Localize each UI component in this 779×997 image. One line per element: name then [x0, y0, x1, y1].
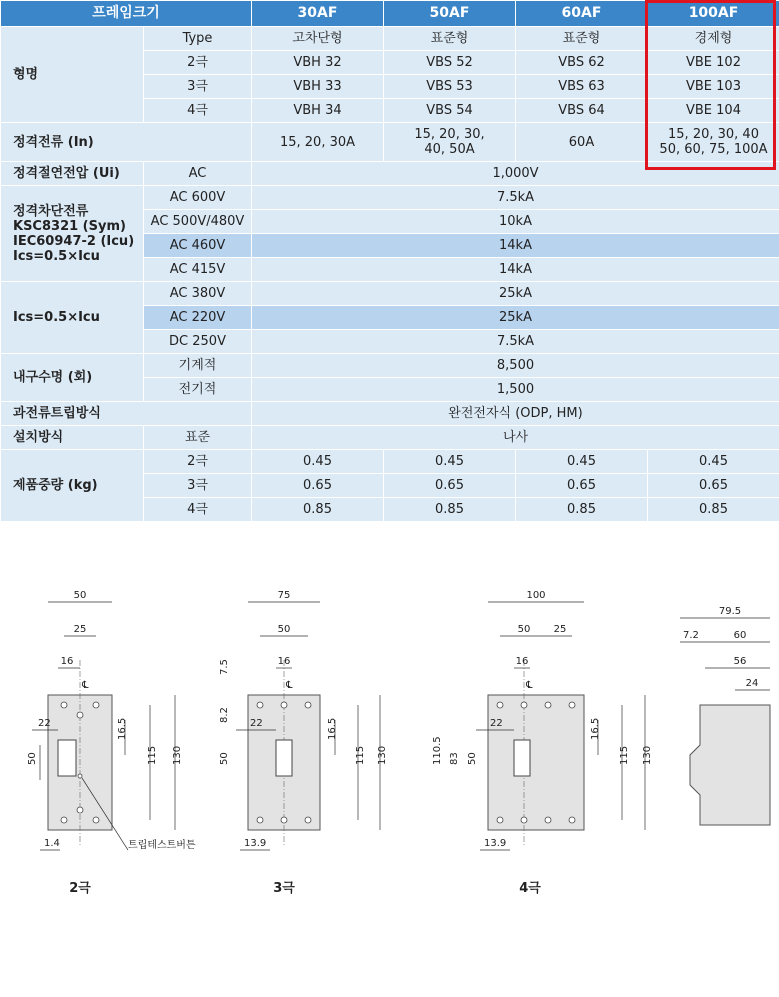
- dim-h4: 130: [172, 745, 183, 765]
- dim-width: 100: [526, 590, 546, 601]
- ics-sub: DC 250V: [144, 330, 252, 354]
- rated-current-line: 15, 20, 30A: [279, 134, 356, 150]
- endurance-label: 내구수명 (회): [1, 354, 144, 402]
- drawing-4pole: [432, 590, 653, 896]
- dim-h2: 16.5: [327, 717, 338, 740]
- pole2-label: 2극: [144, 51, 252, 75]
- insulation-row: [1, 162, 779, 186]
- weight-value: 0.85: [252, 498, 384, 522]
- weight-value: 0.65: [516, 474, 648, 498]
- screw: [521, 702, 527, 708]
- col-100af: 100AF: [648, 1, 779, 27]
- screw: [305, 817, 311, 823]
- drawing-side-view: [680, 606, 770, 825]
- rated-current-line: 15, 20, 30, 40: [668, 127, 759, 142]
- dim-h0: 110.5: [432, 736, 443, 765]
- model-value: VBS 62: [516, 51, 648, 75]
- model-value: VBS 53: [384, 75, 516, 99]
- pole4-label: 4극: [144, 99, 252, 123]
- type-label: Type: [144, 27, 252, 51]
- type-row: [1, 27, 779, 51]
- weight-value: 0.85: [516, 498, 648, 522]
- screw: [545, 817, 551, 823]
- dim-offset1: 8.2: [219, 707, 230, 723]
- insulation-label: 정격절연전압 (Ui): [1, 162, 144, 186]
- install-value: 나사: [252, 426, 779, 450]
- frame-size-header: 프레임크기: [1, 1, 252, 27]
- model-value: VBS 54: [384, 99, 516, 123]
- weight-sub: 4극: [144, 498, 252, 522]
- dimension-drawings: [0, 560, 779, 920]
- model-value: VBS 63: [516, 75, 648, 99]
- screw: [257, 702, 263, 708]
- breaking-sub: AC 500V/480V: [144, 210, 252, 234]
- weight-value: 0.65: [252, 474, 384, 498]
- insulation-sub: AC: [144, 162, 252, 186]
- dim-h2: 16.5: [590, 717, 601, 740]
- screw: [305, 702, 311, 708]
- weight-value: 0.65: [648, 474, 779, 498]
- dim-side-depth: 79.5: [718, 606, 742, 617]
- dim-h2: 16.5: [117, 717, 128, 740]
- install-sub: 표준: [144, 426, 252, 450]
- install-label: 설치방식: [1, 426, 144, 450]
- rated-current-value: [384, 123, 516, 162]
- rated-current-line: 60A: [568, 134, 595, 150]
- breaking-label: [1, 186, 144, 282]
- trip-row: [1, 402, 779, 426]
- model-label: 형명: [1, 27, 144, 123]
- dim-width3: 25: [553, 624, 567, 635]
- center-mark: ℄: [82, 680, 89, 691]
- screw: [569, 702, 575, 708]
- col-50af: 50AF: [384, 1, 516, 27]
- type-value: 표준형: [384, 27, 516, 51]
- weight-value: 0.45: [252, 450, 384, 474]
- dim-h4: 130: [642, 745, 653, 765]
- dim-h1: 50: [27, 752, 38, 765]
- weight-label: 제품중량 (kg): [1, 450, 144, 522]
- model-value: VBS 52: [384, 51, 516, 75]
- center-mark: ℄: [286, 680, 293, 691]
- dim-h5: 83: [449, 752, 460, 765]
- screw: [61, 817, 67, 823]
- screw: [93, 817, 99, 823]
- rated-current-line: 15, 20, 30,: [414, 127, 485, 142]
- model-value: VBS 64: [516, 99, 648, 123]
- dim-width: 75: [277, 590, 291, 601]
- dim-offset: 22: [250, 718, 263, 729]
- weight-value: 0.65: [384, 474, 516, 498]
- caption-3pole: 3극: [273, 881, 295, 896]
- model-value: VBE 104: [648, 99, 779, 123]
- weight-sub: 3극: [144, 474, 252, 498]
- ics-value: 25kA: [252, 282, 779, 306]
- handle: [514, 740, 530, 776]
- center-mark: ℄: [526, 680, 533, 691]
- ics-row: [1, 282, 779, 306]
- weight-value: 0.45: [648, 450, 779, 474]
- screw: [93, 702, 99, 708]
- insulation-value: 1,000V: [252, 162, 779, 186]
- breaking-value: 7.5kA: [252, 186, 779, 210]
- screw: [521, 817, 527, 823]
- ics-label: Ics=0.5×Icu: [1, 282, 144, 354]
- dim-side-d3: 60: [733, 630, 747, 641]
- rated-current-row: [1, 123, 779, 162]
- model-value: VBE 103: [648, 75, 779, 99]
- weight-value: 0.45: [516, 450, 648, 474]
- rated-current-value: [648, 123, 779, 162]
- breaking-sub: AC 415V: [144, 258, 252, 282]
- screw: [257, 817, 263, 823]
- breaking-label-line: IEC60947-2 (Icu): [13, 233, 135, 249]
- col-60af: 60AF: [516, 1, 648, 27]
- endurance-sub: 기계적: [144, 354, 252, 378]
- screw: [545, 702, 551, 708]
- weight-row: [1, 450, 779, 474]
- dim-h4: 130: [377, 745, 388, 765]
- breaker-body-4pole: [488, 695, 584, 830]
- breaking-label-line: KSC8321 (Sym): [13, 218, 126, 234]
- rated-current-value: [516, 123, 648, 162]
- screw: [569, 817, 575, 823]
- type-value: 고차단형: [252, 27, 384, 51]
- caption-4pole: 4극: [519, 881, 541, 896]
- ics-value: 25kA: [252, 306, 779, 330]
- screw: [77, 807, 83, 813]
- weight-value: 0.85: [384, 498, 516, 522]
- type-value: 표준형: [516, 27, 648, 51]
- trip-test-label: 트립테스트버튼: [128, 840, 196, 851]
- dim-width4: 16: [515, 656, 529, 667]
- dim-width3: 16: [60, 656, 74, 667]
- dim-top: 7.5: [219, 659, 230, 675]
- handle: [58, 740, 76, 776]
- endurance-row: [1, 354, 779, 378]
- breaker-side-body: [690, 705, 770, 825]
- rated-current-value: [252, 123, 384, 162]
- dim-h3: 115: [619, 745, 630, 765]
- install-row: [1, 426, 779, 450]
- type-value: 경제형: [648, 27, 779, 51]
- breaking-row: [1, 186, 779, 210]
- breaking-label-line: 정격차단전류: [13, 203, 89, 219]
- ics-sub: AC 380V: [144, 282, 252, 306]
- endurance-sub: 전기적: [144, 378, 252, 402]
- screw: [281, 702, 287, 708]
- ics-value: 7.5kA: [252, 330, 779, 354]
- rated-current-label: 정격전류 (In): [1, 123, 252, 162]
- screw: [497, 817, 503, 823]
- dim-offset: 22: [490, 718, 503, 729]
- dim-bottom: 13.9: [484, 838, 507, 849]
- col-30af: 30AF: [252, 1, 384, 27]
- dim-side-d5: 24: [745, 678, 759, 689]
- model-value: VBH 33: [252, 75, 384, 99]
- model-value: VBH 34: [252, 99, 384, 123]
- dim-h3: 115: [147, 745, 158, 765]
- screw: [61, 702, 67, 708]
- breaking-sub: AC 600V: [144, 186, 252, 210]
- pole3-label: 3극: [144, 75, 252, 99]
- dim-bottom: 13.9: [244, 838, 267, 849]
- endurance-value: 1,500: [252, 378, 779, 402]
- breaking-value: 14kA: [252, 258, 779, 282]
- ics-sub: AC 220V: [144, 306, 252, 330]
- screw: [497, 702, 503, 708]
- breaking-label-line: Ics=0.5×Icu: [13, 248, 100, 264]
- breaking-sub: AC 460V: [144, 234, 252, 258]
- rated-current-line: 40, 50A: [424, 142, 475, 157]
- dim-width2: 25: [73, 624, 87, 635]
- weight-value: 0.45: [384, 450, 516, 474]
- dim-bottom: 1.4: [44, 838, 60, 849]
- trip-value: 완전전자식 (ODP, HM): [252, 402, 779, 426]
- handle: [276, 740, 292, 776]
- dim-width: 50: [73, 590, 87, 601]
- model-value: VBH 32: [252, 51, 384, 75]
- dim-width3: 16: [277, 656, 291, 667]
- dim-width2: 50: [517, 624, 531, 635]
- rated-current-line: 50, 60, 75, 100A: [659, 142, 768, 157]
- header-row: [1, 1, 779, 27]
- trip-label: 과전류트립방식: [1, 402, 252, 426]
- weight-value: 0.85: [648, 498, 779, 522]
- breaking-value: 14kA: [252, 234, 779, 258]
- dim-h1: 50: [219, 752, 230, 765]
- drawing-3pole: [219, 590, 388, 896]
- drawing-2pole: [27, 590, 196, 896]
- trip-test-button: [78, 774, 82, 778]
- dim-side-d4: 56: [733, 656, 747, 667]
- breaking-value: 10kA: [252, 210, 779, 234]
- screw: [281, 817, 287, 823]
- dim-h3: 115: [355, 745, 366, 765]
- weight-sub: 2극: [144, 450, 252, 474]
- dim-width2: 50: [277, 624, 291, 635]
- model-value: VBE 102: [648, 51, 779, 75]
- screw: [77, 712, 83, 718]
- dim-offset: 22: [38, 718, 51, 729]
- dim-h1: 50: [467, 752, 478, 765]
- endurance-value: 8,500: [252, 354, 779, 378]
- dim-side-d2: 7.2: [683, 630, 699, 641]
- caption-2pole: 2극: [69, 881, 91, 896]
